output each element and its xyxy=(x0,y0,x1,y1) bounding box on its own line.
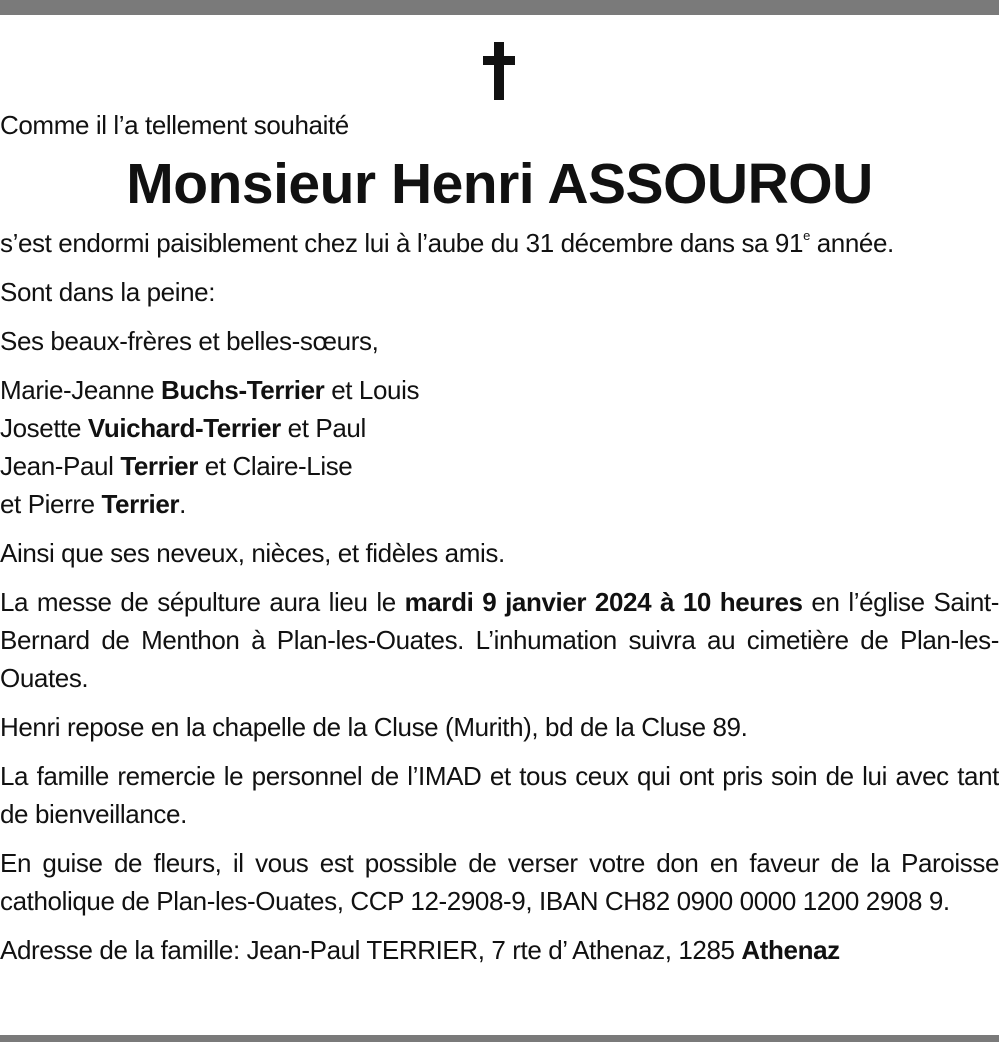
family-surname: Vuichard-Terrier xyxy=(87,413,281,443)
rest-place-line: Henri repose en la chapelle de la Cluse (Murith), bd de la Cluse 89. xyxy=(0,712,748,742)
cross-container xyxy=(0,42,999,102)
in-laws-intro: Ses beaux-frères et belles-sœurs, xyxy=(0,326,379,356)
family-member: Josette Vuichard-Terrier et Paul xyxy=(0,413,366,443)
wish-line: Comme il l’a tellement souhaité xyxy=(0,110,349,140)
latin-cross-icon xyxy=(483,42,515,102)
bottom-rule xyxy=(0,1035,999,1042)
family-list xyxy=(0,371,999,523)
mass-date: mardi 9 janvier 2024 à 10 heures xyxy=(404,587,803,617)
mass-paragraph: La messe de sépulture aura lieu le mardi 9 janvier 2024 à 10 heures en l’église Saint-Bernard de Menthon à Plan-les-Ouates. L’inhumation suivra au cimetière de Plan-les-Ouates. xyxy=(0,587,999,693)
death-text: s’est endormi paisiblement chez lui à l’aube du 31 décembre dans sa 91 xyxy=(0,228,804,258)
family-surname: Terrier xyxy=(101,489,180,519)
donation-paragraph: En guise de fleurs, il vous est possible de verser votre don en faveur de la Paroisse catholique de Plan-les-Ouates, CCP 12-2908-9, IBAN CH82 0900 0000 1200 2908 9. xyxy=(0,848,999,916)
death-ordinal: e xyxy=(803,228,810,243)
obituary-text xyxy=(0,106,999,980)
others-line: Ainsi que ses neveux, nièces, et fidèles amis. xyxy=(0,538,505,568)
thanks-paragraph: La famille remercie le personnel de l’IMAD et tous ceux qui ont pris soin de lui avec tant de bienveillance. xyxy=(0,761,999,829)
deceased-name: Monsieur Henri ASSOUROU xyxy=(126,152,873,216)
address-line: Adresse de la famille: Jean-Paul TERRIER, 7 rte d’ Athenaz, 1285 Athenaz xyxy=(0,935,840,965)
family-surname: Terrier xyxy=(120,451,198,481)
family-member: et Pierre Terrier. xyxy=(0,489,186,519)
top-rule xyxy=(0,0,999,15)
death-line xyxy=(0,224,999,262)
family-surname: Buchs-Terrier xyxy=(161,375,325,405)
family-member: Jean-Paul Terrier et Claire-Lise xyxy=(0,451,353,481)
mourning-intro: Sont dans la peine: xyxy=(0,277,216,307)
family-member: Marie-Jeanne Buchs-Terrier et Louis xyxy=(0,375,420,405)
death-text-end: année. xyxy=(809,228,894,258)
address-town: Athenaz xyxy=(741,935,840,965)
